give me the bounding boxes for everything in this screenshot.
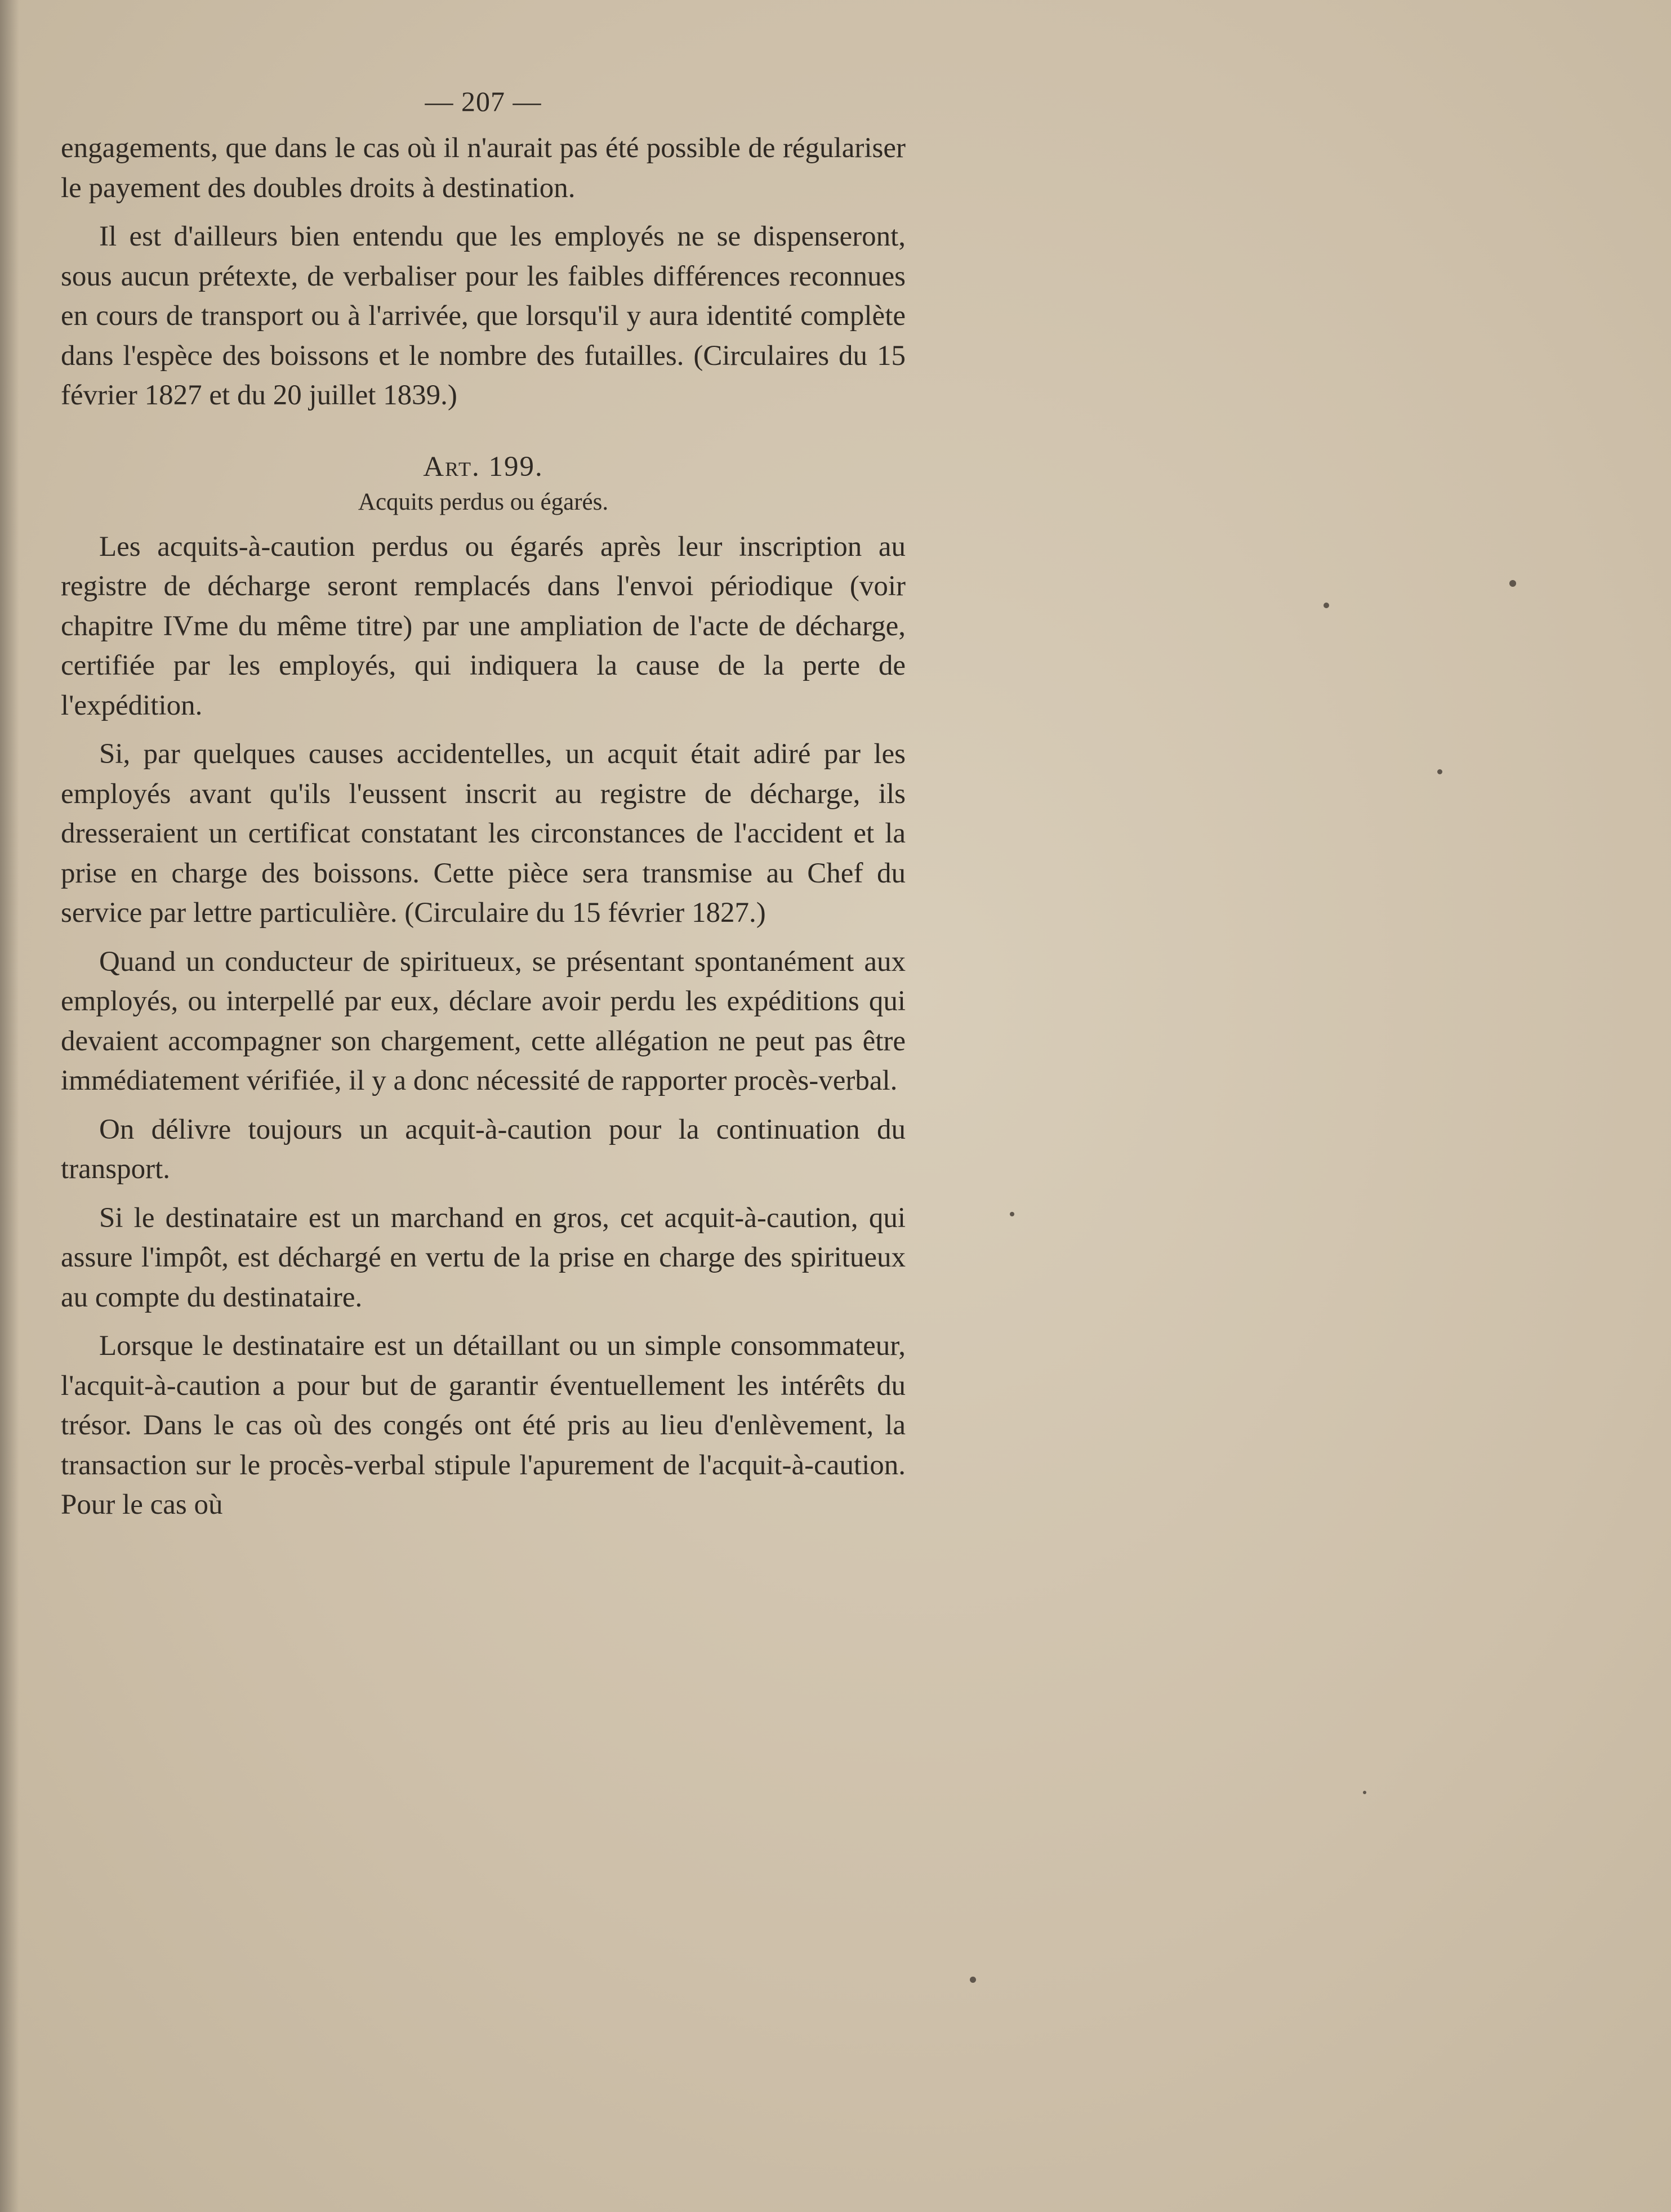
paragraph: Si le destinataire est un marchand en gros, cet acquit-à-caution, qui assure l'impôt, est déchargé en vertu de la prise en charge des spiritueux au compte du destinataire. (61, 1202, 906, 1313)
paragraph: Il est d'ailleurs bien entendu que les employés ne se dispenseront, sous aucun prétexte, de verbaliser pour les faibles différences reconnues en cours de transport ou à l'arrivée, que lorsqu'il y aura identité complète dans l'espèce des boissons et le nombre des futailles. (Circulaires du 15 février 1827 et du 20 juillet 1839.) (61, 221, 906, 411)
paper-speck (1010, 1212, 1014, 1216)
article-subtitle: Acquits perdus ou égarés. (358, 488, 609, 515)
paper-speck (1324, 603, 1329, 608)
paragraph: Quand un conducteur de spiritueux, se présentant spontanément aux employés, ou interpellé par eux, déclare avoir perdu les expéditions qui devaient accompagner son chargement, cette allégation ne peut pas être immédiatement vérifiée, il y a donc nécessité de rapporter procès-verbal. (61, 946, 906, 1096)
article-heading (61, 448, 906, 485)
paragraph: On délivre toujours un acquit-à-caution pour la continuation du transport. (61, 1113, 906, 1185)
paragraph-continuation: engagements, que dans le cas où il n'aurait pas été possible de régulariser le payement des doubles droits à destination. (61, 132, 906, 204)
paper-speck (1509, 580, 1516, 587)
page-body (61, 84, 906, 1534)
paragraph: Les acquits-à-caution perdus ou égarés après leur inscription au registre de décharge seront remplacés dans l'envoi périodique (voir chapitre IVme du même titre) par une ampliation de l'acte de décharge, certifiée par les employés, qui indiquera la cause de la perte de l'expédition. (61, 530, 906, 721)
paragraph: Lorsque le destinataire est un détaillant ou un simple consommateur, l'acquit-à-caution a pour but de garantir éventuellement les intérêts du trésor. Dans le cas où des congés ont été pris au lieu d'enlèvement, la transaction sur le procès-verbal stipule l'apurement de l'acquit-à-caution. Pour le cas où (61, 1330, 906, 1520)
paper-speck (1363, 1791, 1366, 1794)
paper-speck (970, 1977, 976, 1983)
page-number: — 207 — (425, 86, 542, 117)
paper-speck (1437, 769, 1442, 774)
article-heading-text: Art. 199. (423, 451, 543, 483)
page-edge-shadow (0, 0, 19, 2212)
paragraph: Si, par quelques causes accidentelles, un acquit était adiré par les employés avant qu'ils l'eussent inscrit au registre de décharge, ils dresseraient un certificat constatant les circonstances de l'accident et la prise en charge des boissons. Cette pièce sera transmise au Chef du service par lettre particulière. (Circulaire du 15 février 1827.) (61, 738, 906, 929)
